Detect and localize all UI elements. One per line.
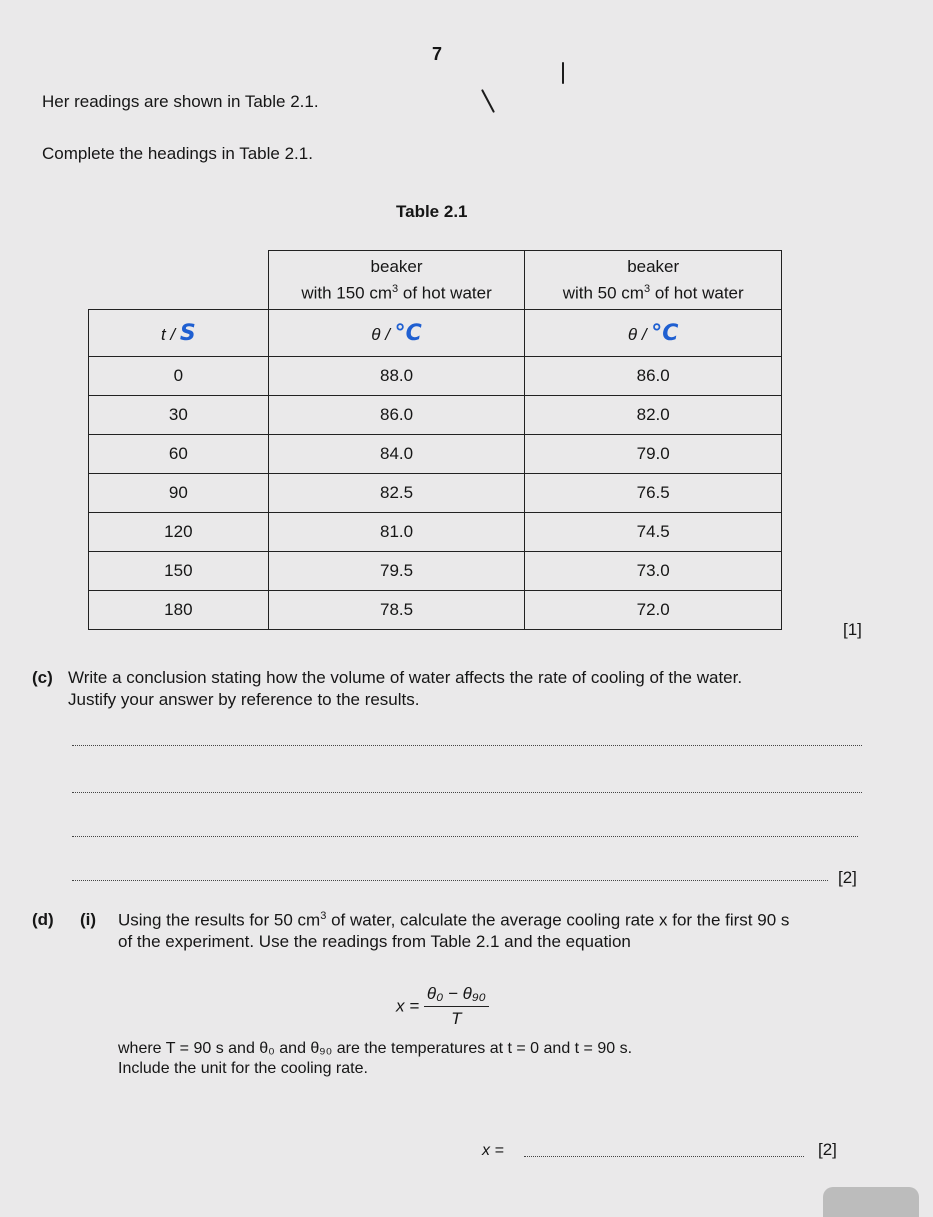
part-d-label: (d) — [32, 910, 54, 929]
part-d-sublabel: (i) — [80, 910, 97, 929]
cell-temp-50: 86.0 — [525, 357, 782, 396]
handwritten-stroke — [562, 62, 564, 84]
part-d-line-1 — [118, 910, 789, 931]
equation-numerator: θ₀ − θ₉₀ — [424, 984, 489, 1007]
cell-time: 0 — [89, 357, 269, 396]
header-beaker-150 — [268, 251, 525, 310]
cell-temp-50: 82.0 — [525, 396, 782, 435]
table-header-row — [89, 251, 782, 310]
table-row — [89, 396, 782, 435]
unit-exponent: 3 — [643, 283, 651, 296]
cell-time: 90 — [89, 474, 269, 513]
intro-line-1: Her readings are shown in Table 2.1. — [42, 92, 319, 111]
header-beaker-150-line1: beaker — [370, 257, 423, 277]
answer-line[interactable] — [72, 880, 828, 881]
cell-time: 180 — [89, 591, 269, 630]
equation-lhs: x = — [396, 996, 420, 1016]
cell-temp-150: 78.5 — [268, 591, 525, 630]
equation-denominator: T — [451, 1009, 462, 1028]
table-marks: [1] — [843, 620, 862, 639]
table-caption: Table 2.1 — [396, 202, 468, 221]
part-c-marks: [2] — [838, 868, 857, 887]
unit-cm: cm — [297, 910, 321, 930]
cell-time: 30 — [89, 396, 269, 435]
unit-cm: cm — [621, 283, 644, 303]
table-row — [89, 357, 782, 396]
table-row — [89, 552, 782, 591]
table-row — [89, 513, 782, 552]
part-c-line-2: Justify your answer by reference to the results. — [68, 690, 420, 709]
header-beaker-50-prefix: with 50 — [562, 283, 617, 303]
table-row — [89, 435, 782, 474]
cell-temp-150: 82.5 — [268, 474, 525, 513]
cooling-rate-equation — [396, 984, 489, 1029]
quantity-theta: θ / — [627, 324, 647, 344]
cell-time: 120 — [89, 513, 269, 552]
header-theta-150 — [268, 310, 525, 357]
cell-time: 60 — [89, 435, 269, 474]
where-line: where T = 90 s and θ₀ and θ₉₀ are the temperatures at t = 0 and t = 90 s. — [118, 1040, 633, 1057]
part-d-marks: [2] — [818, 1140, 837, 1159]
answer-line[interactable] — [72, 836, 858, 837]
header-time — [89, 310, 269, 357]
table-row — [89, 474, 782, 513]
answer-x-label: x = — [482, 1142, 504, 1159]
part-d-line-2: of the experiment. Use the readings from Table 2.1 and the equation — [118, 932, 631, 951]
part-d-line-1-post: of water, calculate the average cooling rate x for the first 90 s — [331, 910, 790, 930]
answer-line[interactable] — [72, 745, 862, 746]
handwritten-unit-celsius: °C — [394, 320, 422, 346]
unit-exponent: 3 — [320, 910, 327, 922]
cell-temp-150: 88.0 — [268, 357, 525, 396]
cell-temp-150: 79.5 — [268, 552, 525, 591]
cell-temp-50: 79.0 — [525, 435, 782, 474]
answer-line[interactable] — [72, 792, 862, 793]
include-unit-line: Include the unit for the cooling rate. — [118, 1060, 368, 1077]
handwritten-unit-s: S — [179, 320, 196, 346]
part-c-line-1: Write a conclusion stating how the volume of water affects the rate of cooling of the water. — [68, 668, 743, 687]
cell-time: 150 — [89, 552, 269, 591]
header-beaker-50-line1: beaker — [627, 257, 680, 277]
handwritten-stroke — [481, 89, 495, 113]
header-beaker-50-line2 — [525, 278, 781, 305]
table-row — [89, 591, 782, 630]
cell-temp-150: 86.0 — [268, 396, 525, 435]
header-beaker-150-prefix: with 150 — [301, 283, 365, 303]
unit-exponent: 3 — [392, 283, 399, 296]
cell-temp-50: 72.0 — [525, 591, 782, 630]
cell-temp-50: 74.5 — [525, 513, 782, 552]
handwritten-unit-celsius: °C — [651, 320, 679, 346]
header-beaker-50-suffix: of hot water — [654, 283, 744, 303]
finger-shadow — [823, 1187, 919, 1217]
intro-line-2: Complete the headings in Table 2.1. — [42, 144, 313, 163]
cell-temp-50: 73.0 — [525, 552, 782, 591]
part-c-label: (c) — [32, 668, 53, 687]
quantity-header-row — [89, 310, 782, 357]
part-d-line-1-pre: Using the results for 50 — [118, 910, 293, 930]
header-beaker-150-line2 — [269, 278, 525, 305]
empty-header-cell — [89, 251, 269, 310]
equation-fraction — [424, 984, 489, 1029]
quantity-t: t / — [160, 324, 176, 344]
header-beaker-150-suffix: of hot water — [402, 283, 492, 303]
header-theta-50 — [525, 310, 782, 357]
cell-temp-150: 84.0 — [268, 435, 525, 474]
header-beaker-50 — [525, 251, 782, 310]
answer-x-field[interactable] — [524, 1156, 804, 1157]
cell-temp-50: 76.5 — [525, 474, 782, 513]
cell-temp-150: 81.0 — [268, 513, 525, 552]
page-number: 7 — [432, 44, 443, 64]
readings-table — [88, 250, 782, 630]
quantity-theta: θ / — [371, 324, 390, 344]
unit-cm: cm — [369, 283, 393, 303]
